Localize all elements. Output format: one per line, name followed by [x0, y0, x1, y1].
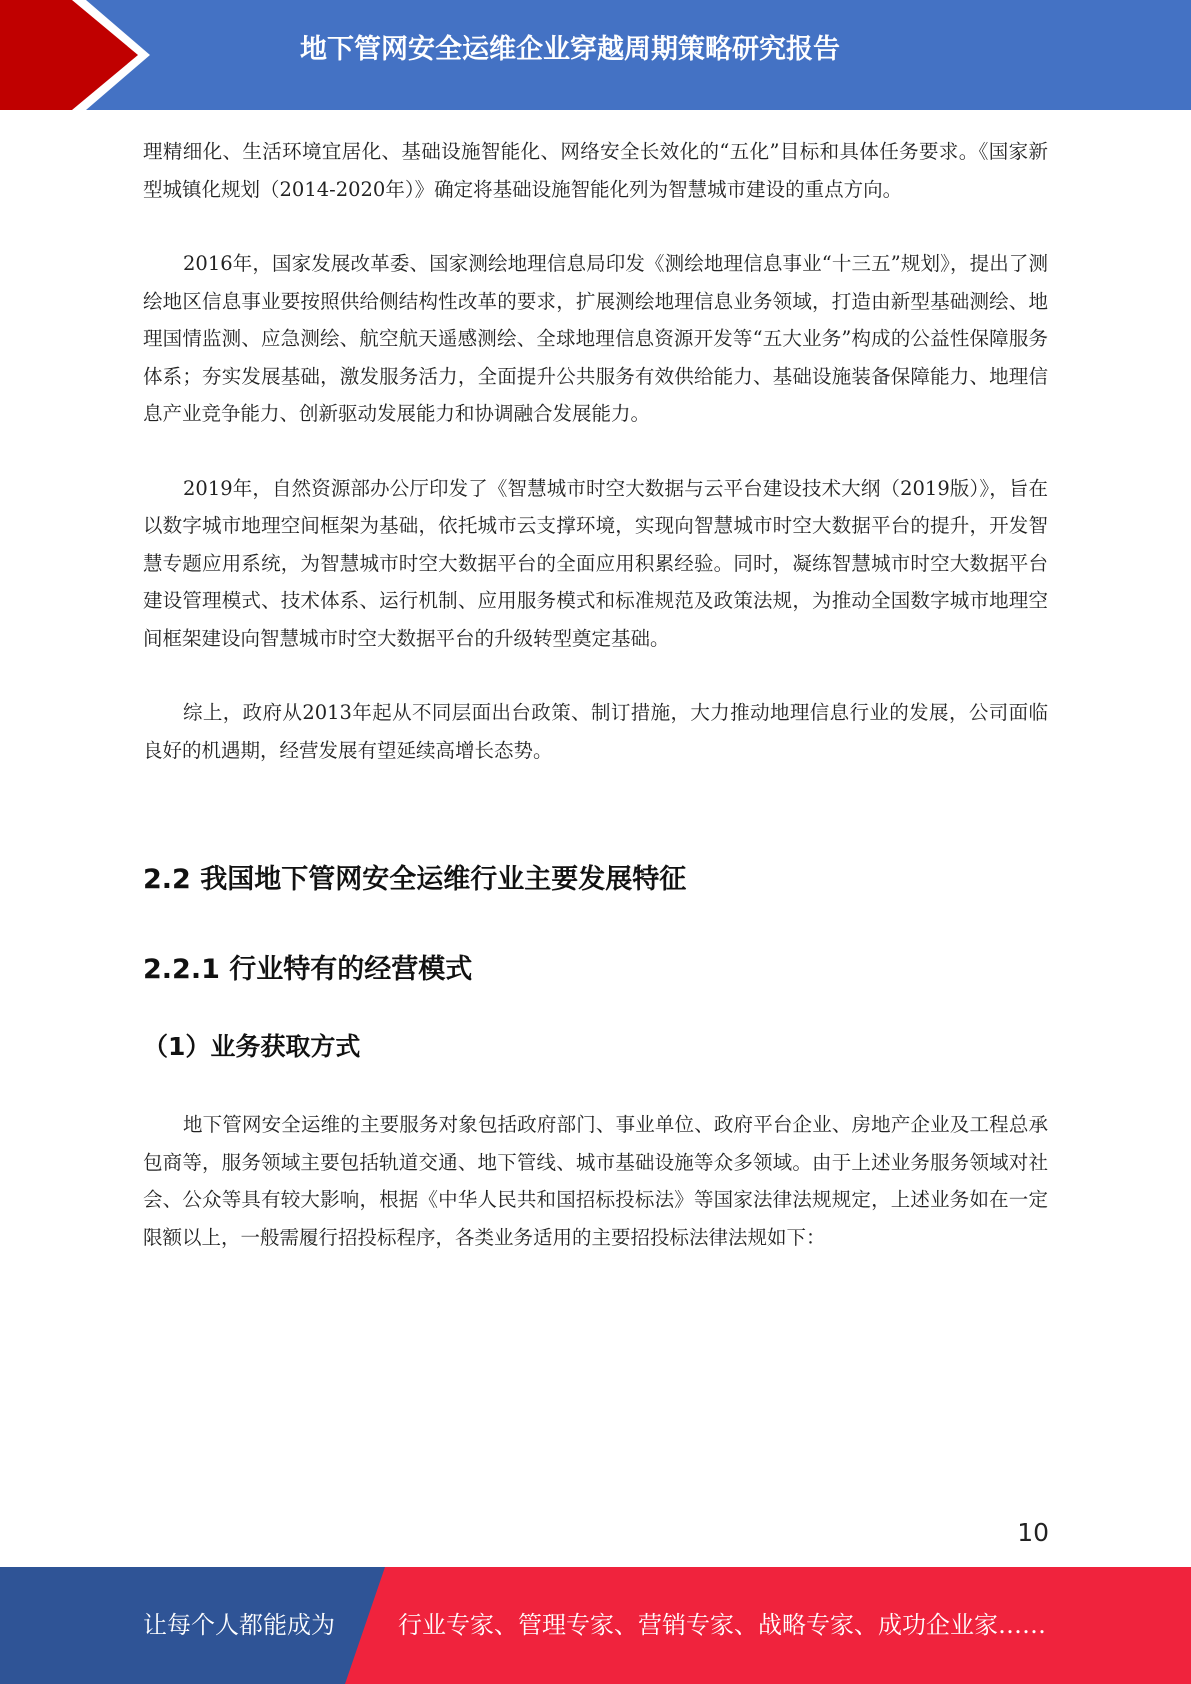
footer-slogan-left: 让每个人都能成为 [143, 1611, 335, 1639]
page-number: 10 [1017, 1518, 1049, 1547]
report-title: 地下管网安全运维企业穿越周期策略研究报告 [300, 34, 840, 65]
subsection-heading-1: （1）业务获取方式 [143, 1032, 361, 1061]
paragraph-2019-policy: 2019年，自然资源部办公厅印发了《智慧城市时空大数据与云平台建设技术大纲（2019版）》，旨在以数字城市地理空间框架为基础，依托城市云支撑环境，实现向智慧城市时空大数据平台的提升，开发智慧专题应用系统，为智慧城市时空大数据平台的全面应用积累经验。同时，凝练智慧城市时空大数据平台建设管理模式、技术体系、运行机制、应用服务模式和标准规范及政策法规，为推动全国数字城市地理空间框架建设向智慧城市时空大数据平台的升级转型奠定基础。 [143, 476, 1048, 650]
paragraph-summary: 综上，政府从2013年起从不同层面出台政策、制订措施，大力推动地理信息行业的发展，公司面临良好的机遇期，经营发展有望延续高增长态势。 [143, 701, 1048, 762]
paragraph-business-acquisition: 地下管网安全运维的主要服务对象包括政府部门、事业单位、政府平台企业、房地产企业及工程总承包商等，服务领域主要包括轨道交通、地下管线、城市基础设施等众多领域。由于上述业务服务领域对社会、公众等具有较大影响，根据《中华人民共和国招标投标法》等国家法律法规规定，上述业务如在一定限额以上，一般需履行招投标程序，各类业务适用的主要招投标法律法规如下： [143, 1113, 1048, 1249]
body-content [143, 133, 1048, 806]
paragraph-continuation: 理精细化、生活环境宜居化、基础设施智能化、网络安全长效化的“五化”目标和具体任务要求。《国家新型城镇化规划（2014-2020年）》确定将基础设施智能化列为智慧城市建设的重点方向。 [143, 140, 1048, 201]
section-heading-2-2-1: 2.2.1 行业特有的经营模式 [143, 954, 473, 985]
footer-slogan-right: 行业专家、管理专家、营销专家、战略专家、成功企业家…… [398, 1611, 1046, 1639]
paragraph-2016-policy: 2016年，国家发展改革委、国家测绘地理信息局印发《测绘地理信息事业“十三五”规划》，提出了测绘地区信息事业要按照供给侧结构性改革的要求，扩展测绘地理信息业务领域，打造由新型基础测绘、地理国情监测、应急测绘、航空航天遥感测绘、全球地理信息资源开发等“五大业务”构成的公益性保障服务体系；夯实发展基础，激发服务活力，全面提升公共服务有效供给能力、基础设施装备保障能力、地理信息产业竞争能力、创新驱动发展能力和协调融合发展能力。 [143, 252, 1048, 425]
header-chevron-red [0, 0, 138, 110]
page-footer [0, 1567, 1191, 1684]
page-header [0, 0, 1191, 110]
section-heading-2-2: 2.2 我国地下管网安全运维行业主要发展特征 [143, 864, 687, 895]
